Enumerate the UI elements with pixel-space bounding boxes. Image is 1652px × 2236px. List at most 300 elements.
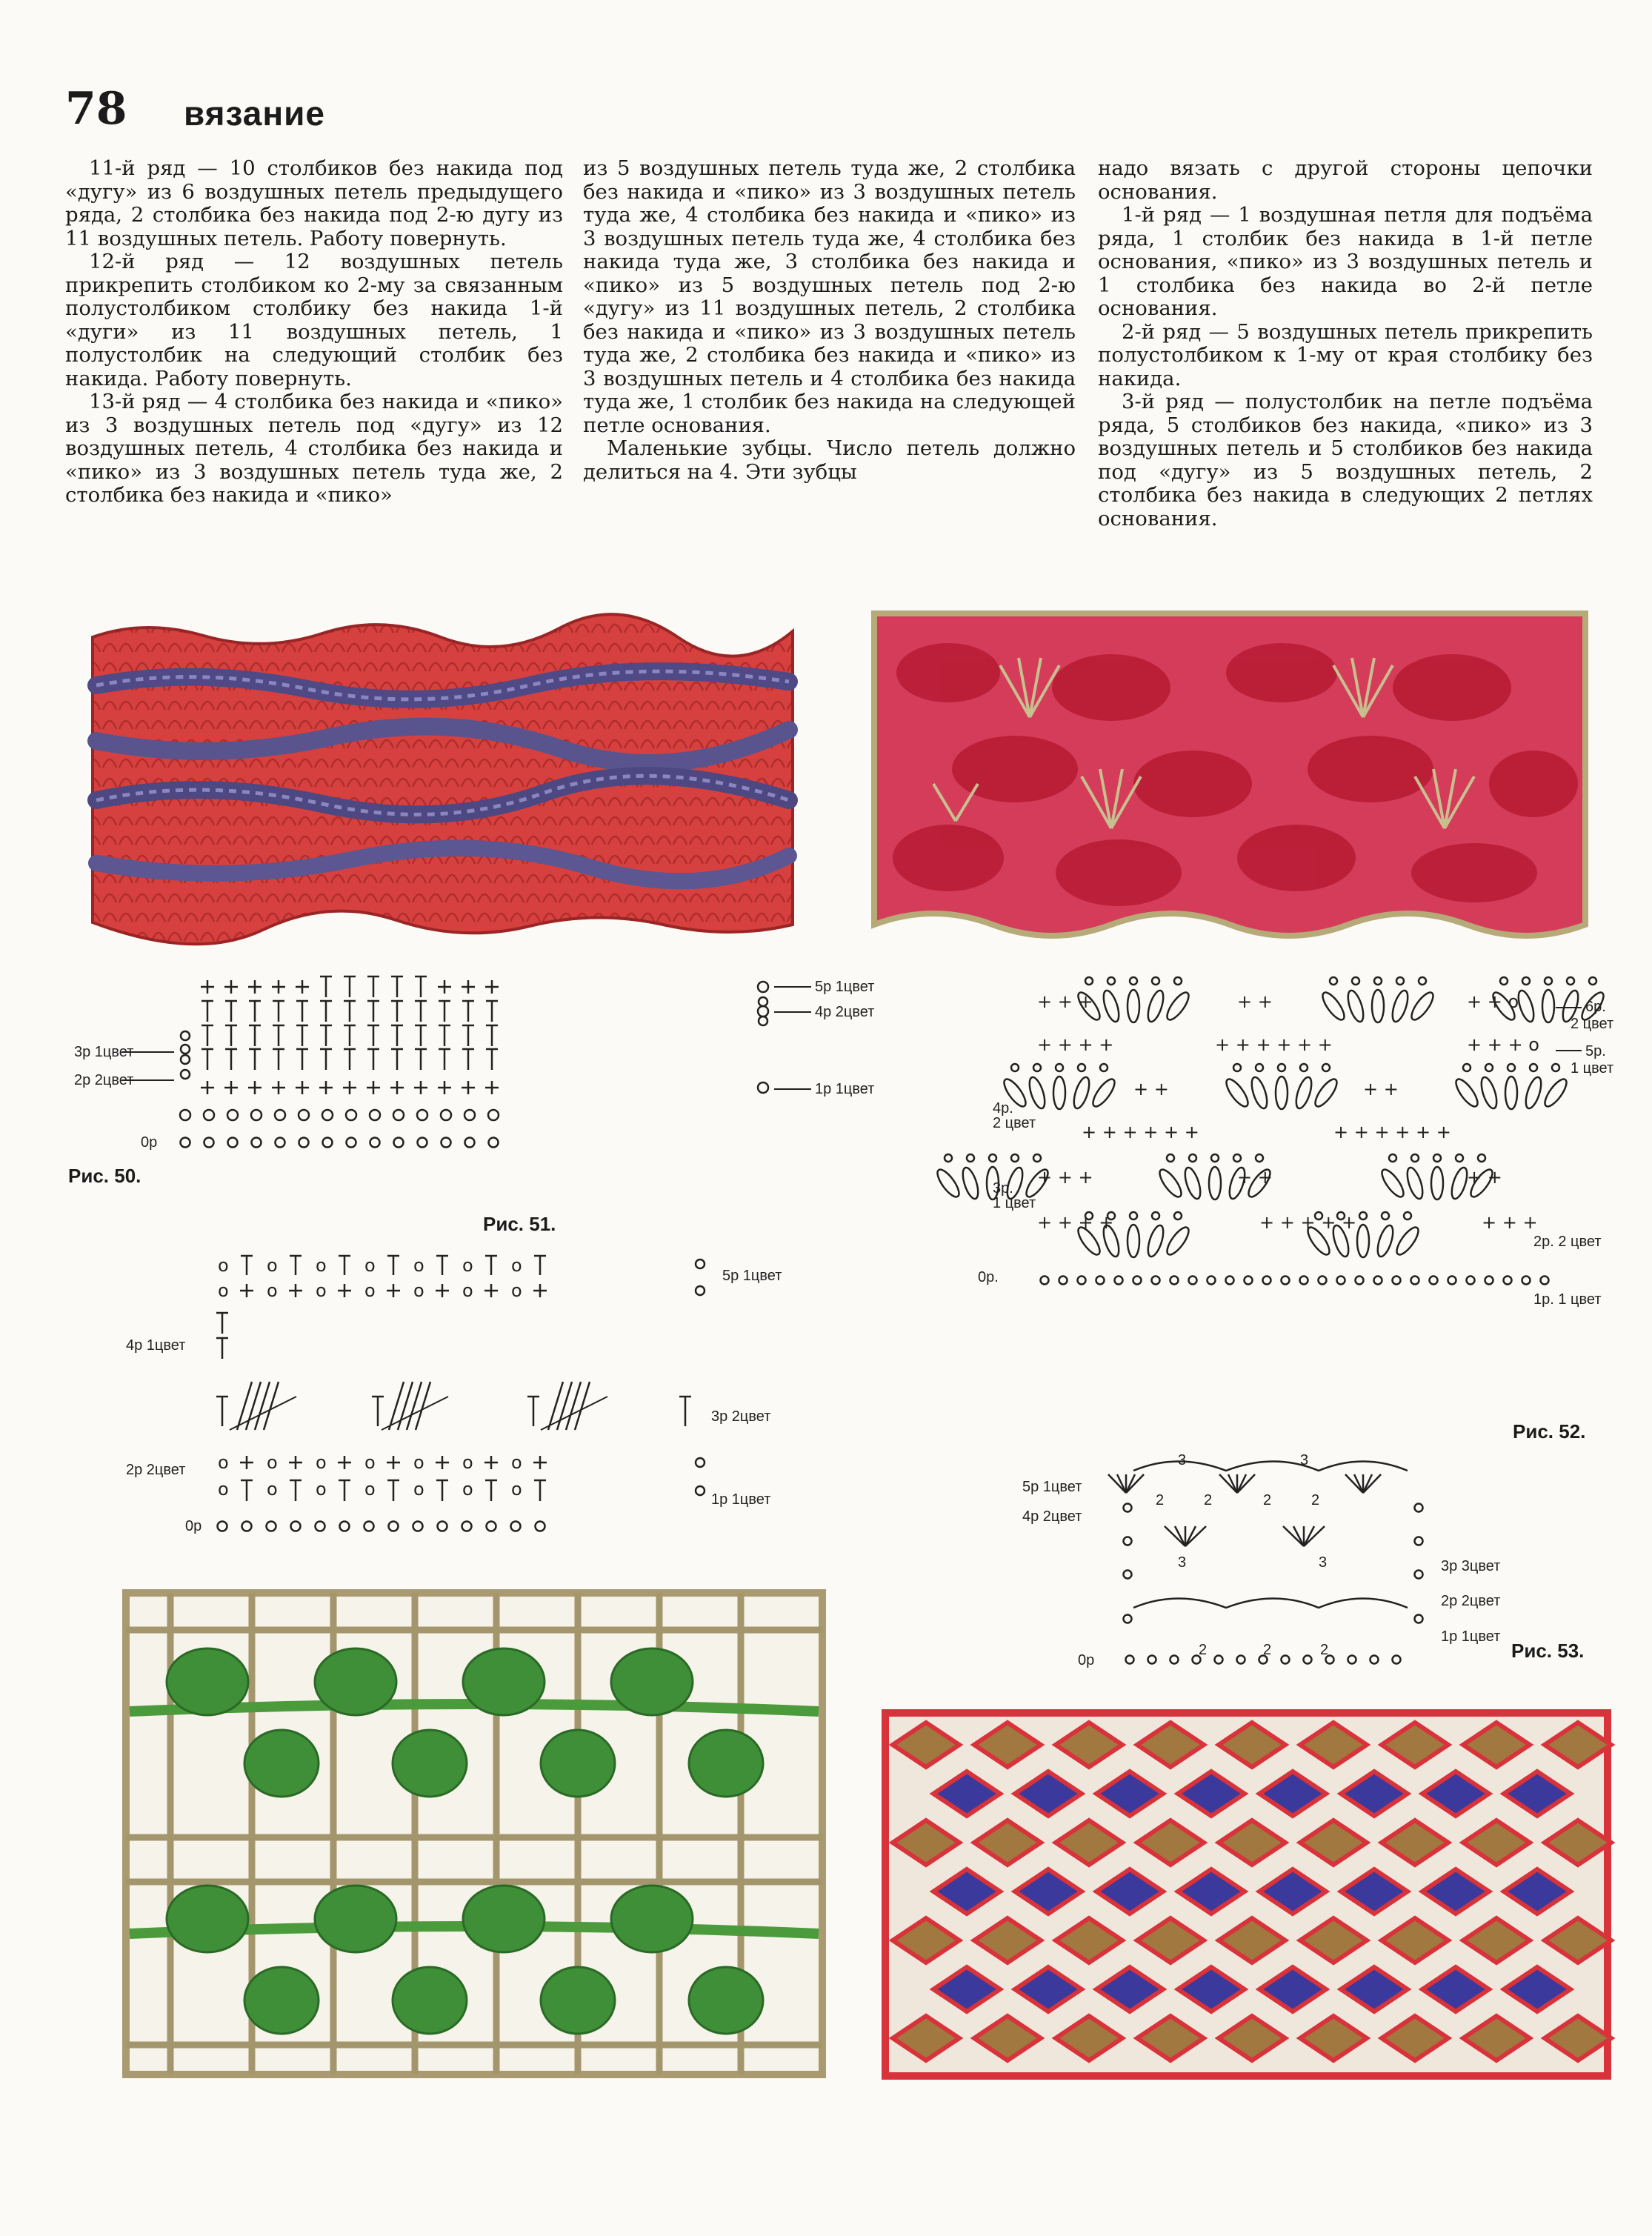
chain-stitch-symbol: [464, 1110, 475, 1120]
chain-stitch-symbol: [1100, 1064, 1108, 1071]
paragraph: 11-й ряд — 10 столбиков без накида под «дугу» из 6 воздушных петель предыдущего ряда, 2 столбика без накида под 2-ю дугу из 11 воздушных петель. Работу повернуть.: [65, 156, 563, 250]
swatch-red-shell: [867, 606, 1593, 947]
single-crochet-symbol: [436, 1456, 449, 1469]
chain-stitch-symbol: [1463, 1064, 1471, 1071]
double-crochet-symbol: [462, 1049, 474, 1070]
chart-row-label: 4р.: [993, 1100, 1013, 1117]
double-crochet-symbol: [225, 1025, 237, 1046]
chain-stitch-symbol: [1133, 1277, 1142, 1285]
shell-stitch-symbol: [1453, 1076, 1482, 1109]
double-crochet-symbol: [486, 1025, 498, 1046]
single-crochet-symbol: [462, 1081, 475, 1094]
single-crochet-symbol: [289, 1456, 302, 1469]
single-crochet-symbol: [338, 1456, 351, 1469]
chain-stitch-symbol: [340, 1522, 350, 1531]
single-crochet-symbol: [390, 1081, 404, 1094]
chain-stitch-symbol: [487, 1522, 496, 1531]
chart-row-label: 0р: [185, 1518, 202, 1534]
chain-stitch-symbol: [759, 997, 767, 1006]
double-crochet-symbol: [391, 976, 403, 997]
chart-row-label: 0р: [141, 1134, 158, 1151]
chain-stitch-symbol: [1522, 977, 1530, 985]
chain-stitch-symbol: o: [267, 1479, 278, 1500]
single-crochet-symbol: [438, 980, 451, 994]
chain-stitch-symbol: [267, 1522, 276, 1531]
shell-stitch-symbol: [960, 1166, 982, 1201]
chart-row-label: 2р. 2 цвет: [1533, 1234, 1602, 1250]
page-number: 78: [65, 83, 127, 135]
double-crochet-symbol: [241, 1256, 253, 1275]
chain-stitch-symbol: o: [511, 1280, 522, 1301]
text-column-1: [65, 157, 563, 508]
chain-stitch-symbol: [1448, 1277, 1456, 1285]
double-crochet-symbol: [486, 1049, 498, 1070]
chart-row-label: 5р 1цвет: [1022, 1479, 1082, 1495]
shell-stitch-symbol: [1390, 989, 1411, 1024]
chain-stitch-symbol: [1326, 1656, 1334, 1664]
chain-stitch-symbol: [413, 1522, 423, 1531]
double-crochet-symbol: [415, 976, 427, 997]
paragraph: Маленькие зубцы. Число петель должно делиться на 4. Эти зубцы: [583, 436, 1076, 484]
chain-stitch-symbol: [1589, 977, 1596, 985]
chain-stitch-symbol: [945, 1154, 952, 1162]
chain-stitch-symbol: [1359, 1212, 1367, 1220]
fan-stitch-symbol: [1126, 1474, 1135, 1493]
shell-stitch-symbol: [1375, 1224, 1396, 1259]
chain-stitch-symbol: o: [413, 1280, 424, 1301]
double-crochet-symbol: [439, 1001, 450, 1022]
chain-stitch-symbol: [1415, 1615, 1423, 1623]
double-crochet-symbol: [344, 1049, 356, 1070]
chain-stitch-symbol: o: [316, 1255, 327, 1276]
chart-row-label: 3р 1цвет: [74, 1044, 134, 1060]
chain-stitch-symbol: [1211, 1154, 1219, 1162]
text-column-2: [583, 157, 1076, 484]
chain-stitch-symbol: [441, 1110, 451, 1120]
fan-stitch-symbol: [407, 1382, 422, 1430]
double-crochet-symbol: [320, 1001, 332, 1022]
chain-stitch-symbol: o: [267, 1255, 278, 1276]
chain-stitch-symbol: [1396, 977, 1404, 985]
chain-stitch-symbol: [252, 1138, 262, 1148]
chain-stitch-symbol: [1126, 1656, 1134, 1664]
double-crochet-symbol: [320, 1025, 332, 1046]
shell-stitch-symbol: [1145, 989, 1167, 1024]
single-crochet-symbol: + + o: [1467, 991, 1519, 1012]
single-crochet-symbol: [436, 1284, 449, 1297]
double-crochet-symbol: [415, 1001, 427, 1022]
chart-row-label: 0р: [1078, 1652, 1095, 1668]
chain-stitch-symbol: [1148, 1656, 1156, 1664]
chain-stitch-symbol: [1278, 1064, 1285, 1071]
chain-stitch-symbol: [1508, 1064, 1515, 1071]
shell-stitch-symbol: [1209, 1167, 1221, 1199]
chain-stitch-symbol: [204, 1110, 214, 1120]
chain-stitch-symbol: [346, 1110, 356, 1120]
shell-stitch-symbol: [1145, 1224, 1167, 1259]
double-crochet-symbol: [367, 1001, 379, 1022]
double-crochet-symbol: [249, 1049, 261, 1070]
double-crochet-symbol: [372, 1397, 384, 1426]
double-crochet-symbol: [225, 1049, 237, 1070]
fan-stitch-symbol: [1283, 1526, 1304, 1546]
chain-stitch-symbol: [323, 1138, 333, 1148]
fig50-chart: [70, 971, 893, 1215]
chain-stitch-symbol: [758, 1006, 768, 1016]
chain-stitch-symbol: [1041, 1277, 1049, 1285]
single-crochet-symbol: [484, 1456, 498, 1469]
chain-stitch-symbol: [1319, 1277, 1327, 1285]
double-crochet-symbol: [273, 1001, 284, 1022]
chain-stitch-symbol: [696, 1486, 705, 1495]
paragraph: 1-й ряд — 1 воздушная петля для подъёма ряда, 1 столбик без накида в 1-й петле основания, «пико» из 3 воздушных петель и 1 столбика без накида во 2-й петле основания.: [1098, 203, 1593, 320]
double-crochet-symbol: [391, 1001, 403, 1022]
chain-stitch-symbol: o: [218, 1452, 229, 1473]
chain-stitch-symbol: o: [218, 1280, 229, 1301]
fan-stitch-symbol: [1293, 1526, 1304, 1546]
swatch-diamond-mesh: [878, 1704, 1619, 2093]
chain-stitch-symbol: [1033, 1154, 1041, 1162]
double-crochet-symbol: [534, 1480, 546, 1501]
single-crochet-symbol: [485, 980, 499, 994]
chain-stitch-symbol: [1226, 1277, 1234, 1285]
chart-stitch-count: 3: [1178, 1554, 1187, 1571]
chain-stitch-symbol: [462, 1522, 472, 1531]
chain-stitch-symbol: [251, 1110, 262, 1120]
double-crochet-symbol: [201, 1025, 213, 1046]
double-crochet-symbol: [249, 1025, 261, 1046]
chain-stitch-symbol: [1374, 1277, 1382, 1285]
double-crochet-symbol: [290, 1256, 302, 1275]
fig53-caption: Рис. 53.: [1511, 1640, 1585, 1662]
single-crochet-symbol: [224, 1081, 238, 1094]
chain-stitch-symbol: [1256, 1064, 1263, 1071]
chain-stitch-symbol: [1404, 1212, 1411, 1220]
double-crochet-symbol: [439, 1025, 450, 1046]
chain-stitch-symbol: [1352, 977, 1359, 985]
double-crochet-symbol: [339, 1480, 350, 1501]
single-crochet-symbol: [533, 1456, 547, 1469]
chain-stitch-symbol: [1078, 1064, 1085, 1071]
chain-stitch-symbol: o: [364, 1479, 376, 1500]
chain-stitch-symbol: o: [267, 1452, 278, 1473]
double-crochet-symbol: [462, 1025, 474, 1046]
chain-stitch-symbol: [1393, 1656, 1401, 1664]
shell-stitch-symbol: [1164, 1224, 1193, 1257]
chart-row-label: 2 цвет: [1571, 1016, 1614, 1032]
shell-stitch-symbol: [1182, 1166, 1204, 1201]
double-crochet-symbol: [216, 1338, 228, 1359]
chart-stitch-count: 2: [1199, 1642, 1208, 1658]
chain-stitch-symbol: o: [218, 1479, 229, 1500]
chain-stitch-symbol: [1430, 1277, 1438, 1285]
double-crochet-symbol: [387, 1480, 399, 1501]
chain-stitch-symbol: [180, 1110, 190, 1120]
chain-stitch-symbol: [1370, 1656, 1379, 1664]
chain-stitch-symbol: [1233, 1064, 1241, 1071]
chain-stitch-symbol: [1541, 1277, 1549, 1285]
shell-stitch-symbol: [1128, 1225, 1139, 1257]
chain-stitch-symbol: [299, 1138, 309, 1148]
chain-stitch-symbol: [536, 1522, 545, 1531]
chain-stitch-symbol: [1322, 1064, 1330, 1071]
chain-stitch-symbol: [181, 1138, 190, 1148]
arc-symbol: [1133, 1599, 1408, 1608]
single-crochet-symbol: [240, 1284, 253, 1297]
single-crochet-symbol: + + + + +: [1259, 1212, 1357, 1233]
swatch-red-wave: [85, 615, 800, 941]
chain-stitch-symbol: [1419, 977, 1426, 985]
chain-stitch-symbol: [228, 1138, 238, 1148]
chain-stitch-symbol: [1011, 1064, 1019, 1071]
chain-stitch-symbol: [1415, 1537, 1423, 1545]
double-crochet-symbol: [391, 1025, 403, 1046]
shell-stitch-symbol: [1164, 989, 1193, 1022]
chain-stitch-symbol: [1330, 977, 1337, 985]
chain-stitch-symbol: o: [267, 1280, 278, 1301]
double-crochet-symbol: [485, 1480, 497, 1501]
shell-stitch-symbol: [1090, 1076, 1119, 1109]
single-crochet-symbol: + +: [1237, 1167, 1273, 1188]
shell-stitch-symbol: [1357, 1225, 1369, 1257]
double-crochet-symbol: [367, 1025, 379, 1046]
chart-row-label: 2 цвет: [993, 1115, 1036, 1131]
chain-stitch-symbol: [227, 1110, 238, 1120]
chain-stitch-symbol: [1124, 1571, 1132, 1579]
chain-stitch-symbol: o: [462, 1452, 473, 1473]
chain-stitch-symbol: [1189, 1277, 1197, 1285]
chain-stitch-symbol: o: [364, 1255, 376, 1276]
double-crochet-symbol: [415, 1025, 427, 1046]
fig50-caption: Рис. 50.: [68, 1165, 141, 1187]
chain-stitch-symbol: [1304, 1656, 1312, 1664]
double-crochet-symbol: [273, 1025, 284, 1046]
chain-stitch-symbol: [1170, 1277, 1179, 1285]
paragraph: из 5 воздушных петель туда же, 2 столбика без накида и «пико» из 3 воздушных петель туда же, 4 столбика без накида и «пико» из 3 воздушных петель туда же, 4 столбика без накида туда же, 3 столбика без накида и «пико» из 5 воздушных петель под 2-ю «дугу» из 11 воздушных петель, 2 столбика без накида и «пико» из 3 воздушных петель туда же, 2 столбика без накида и «пико» из 3 воздушных петель и 4 столбика без накида туда же, 1 столбик без накида на следующей петле основания.: [583, 156, 1076, 437]
chain-stitch-symbol: [181, 1045, 190, 1054]
chart-row-label: 3р 2цвет: [711, 1408, 771, 1425]
chain-stitch-symbol: [389, 1522, 399, 1531]
single-crochet-symbol: [338, 1284, 351, 1297]
chain-stitch-symbol: [1567, 977, 1574, 985]
chain-stitch-symbol: [489, 1138, 499, 1148]
chain-stitch-symbol: [1174, 977, 1182, 985]
single-crochet-symbol: + +: [1363, 1079, 1399, 1099]
chain-stitch-symbol: [1124, 1504, 1132, 1512]
chart-row-label: 4р 1цвет: [126, 1337, 186, 1354]
chart-row-label: 1р 1цвет: [815, 1081, 875, 1097]
fan-stitch-symbol: [1219, 1474, 1237, 1493]
chart-stitch-count: 2: [1156, 1492, 1165, 1508]
single-crochet-symbol: + + +: [1037, 991, 1093, 1012]
text-column-3: [1098, 157, 1593, 530]
chain-stitch-symbol: [1356, 1277, 1364, 1285]
chart-stitch-count: 3: [1300, 1452, 1309, 1468]
shell-stitch-symbol: [1293, 1076, 1315, 1111]
chain-stitch-symbol: [1152, 1212, 1159, 1220]
shell-stitch-symbol: [1408, 989, 1437, 1022]
double-crochet-symbol: [216, 1313, 228, 1334]
chart-row-label: 3р.: [993, 1180, 1013, 1197]
single-crochet-symbol: [201, 1081, 214, 1094]
chain-stitch-symbol: [181, 1055, 190, 1064]
chart-row-label: 3р 3цвет: [1441, 1558, 1501, 1574]
chain-stitch-symbol: [1504, 1277, 1512, 1285]
chart-stitch-count: 3: [1178, 1452, 1187, 1468]
chain-stitch-symbol: [316, 1522, 325, 1531]
double-crochet-symbol: [436, 1480, 448, 1501]
double-crochet-symbol: [273, 1049, 284, 1070]
chain-stitch-symbol: [204, 1138, 214, 1148]
chain-stitch-symbol: [275, 1110, 285, 1120]
double-crochet-symbol: [201, 1001, 213, 1022]
chart-row-label: 1р 1цвет: [1441, 1628, 1501, 1645]
chain-stitch-symbol: [696, 1260, 705, 1268]
chain-stitch-symbol: [1078, 1277, 1086, 1285]
chain-stitch-symbol: [758, 1082, 768, 1093]
chain-stitch-symbol: [1208, 1277, 1216, 1285]
shell-stitch-symbol: [1523, 1076, 1545, 1111]
single-crochet-symbol: [272, 1081, 285, 1094]
chain-stitch-symbol: [322, 1110, 333, 1120]
chart-stitch-count: 2: [1311, 1492, 1320, 1508]
single-crochet-symbol: + + + +: [1037, 1034, 1114, 1055]
double-crochet-symbol: [485, 1256, 497, 1275]
chain-stitch-symbol: [364, 1522, 374, 1531]
chain-stitch-symbol: [242, 1522, 252, 1531]
chain-stitch-symbol: [418, 1138, 427, 1148]
single-crochet-symbol: + +: [1467, 1167, 1502, 1188]
chain-stitch-symbol: [1282, 1656, 1290, 1664]
double-crochet-symbol: [216, 1397, 228, 1426]
double-crochet-symbol: [462, 1001, 474, 1022]
chain-stitch-symbol: [1300, 1277, 1308, 1285]
fan-stitch-symbol: [1185, 1526, 1206, 1546]
chain-stitch-symbol: o: [316, 1280, 327, 1301]
shell-stitch-symbol: [1542, 990, 1554, 1022]
chain-stitch-symbol: [1152, 977, 1159, 985]
single-crochet-symbol: [367, 1081, 380, 1094]
fan-stitch-symbol: [1126, 1474, 1144, 1493]
double-crochet-symbol: [225, 1001, 237, 1022]
paragraph: 12-й ряд — 12 воздушных петель прикрепить столбиком ко 2-му за связанным полустолбиком столбику без накида 1-й «дуги» из 11 воздушных петель, 1 полустолбик на следующий столбик без накида. Работу повернуть.: [65, 250, 563, 390]
shell-stitch-symbol: [1405, 1166, 1426, 1201]
chain-stitch-symbol: [181, 1031, 190, 1040]
chain-stitch-symbol: [417, 1110, 427, 1120]
chart-stitch-count: 2: [1320, 1642, 1329, 1658]
chain-stitch-symbol: [1478, 1154, 1485, 1162]
chain-stitch-symbol: [1189, 1154, 1196, 1162]
chain-stitch-symbol: [1552, 1064, 1559, 1071]
single-crochet-symbol: [533, 1284, 547, 1297]
chain-stitch-symbol: [1348, 1656, 1356, 1664]
fan-stitch-symbol: [1108, 1474, 1126, 1493]
shell-stitch-symbol: [1128, 990, 1139, 1022]
chain-stitch-symbol: [967, 1154, 974, 1162]
chain-stitch-symbol: [1124, 1615, 1132, 1623]
double-crochet-symbol: [320, 976, 332, 997]
fan-stitch-symbol: [557, 1382, 572, 1430]
single-crochet-symbol: + + +: [1037, 1167, 1093, 1188]
chain-stitch-symbol: o: [462, 1255, 473, 1276]
chain-stitch-symbol: [1152, 1277, 1160, 1285]
double-crochet-symbol: [367, 976, 379, 997]
chain-stitch-symbol: o: [511, 1452, 522, 1473]
chain-stitch-symbol: [1467, 1277, 1475, 1285]
chart-stitch-count: 2: [1263, 1492, 1272, 1508]
shell-stitch-symbol: [1249, 1076, 1270, 1111]
fig51-chart: [111, 1252, 807, 1563]
double-crochet-symbol: [534, 1256, 546, 1275]
chain-stitch-symbol: [1130, 1212, 1137, 1220]
chain-stitch-symbol: [299, 1110, 309, 1120]
chain-stitch-symbol: [1415, 1571, 1423, 1579]
single-crochet-symbol: [343, 1081, 356, 1094]
chart-row-label: 2р 2цвет: [1441, 1593, 1501, 1609]
fan-stitch-symbol: [1165, 1526, 1185, 1546]
chain-stitch-symbol: [1411, 1277, 1419, 1285]
single-crochet-symbol: [224, 980, 238, 994]
double-crochet-symbol: [679, 1397, 691, 1426]
chain-stitch-symbol: [1124, 1537, 1132, 1545]
chain-stitch-symbol: [511, 1522, 521, 1531]
chain-stitch-symbol: o: [413, 1255, 424, 1276]
chain-stitch-symbol: [1415, 1504, 1423, 1512]
fan-stitch-symbol: [1237, 1474, 1255, 1493]
chain-stitch-symbol: [759, 1016, 767, 1025]
chart-row-label: 4р 2цвет: [815, 1004, 875, 1020]
single-crochet-symbol: [248, 1081, 262, 1094]
chain-stitch-symbol: [1530, 1064, 1537, 1071]
double-crochet-symbol: [296, 1001, 308, 1022]
single-crochet-symbol: [387, 1284, 400, 1297]
chain-stitch-symbol: [758, 982, 768, 992]
chain-stitch-symbol: [1382, 1212, 1389, 1220]
single-crochet-symbol: [484, 1284, 498, 1297]
chain-stitch-symbol: [1215, 1656, 1223, 1664]
chart-row-label: 1 цвет: [993, 1195, 1036, 1211]
fan-stitch-symbol: [1185, 1526, 1196, 1546]
shell-stitch-symbol: [1319, 989, 1348, 1022]
chain-stitch-symbol: [1282, 1277, 1290, 1285]
single-crochet-symbol: + + +: [1482, 1212, 1538, 1233]
double-crochet-symbol: [344, 1025, 356, 1046]
shell-stitch-symbol: [1372, 990, 1384, 1022]
chain-stitch-symbol: o: [511, 1479, 522, 1500]
chain-stitch-symbol: [1389, 1154, 1396, 1162]
double-crochet-symbol: [415, 1049, 427, 1070]
double-crochet-symbol: [436, 1256, 448, 1275]
chain-stitch-symbol: [1056, 1064, 1063, 1071]
chart-row-label: 1 цвет: [1571, 1060, 1614, 1077]
shell-stitch-symbol: [1345, 989, 1367, 1024]
fan-stitch-symbol: [246, 1382, 261, 1430]
double-crochet-symbol: [344, 976, 356, 997]
chain-stitch-symbol: [1011, 1154, 1019, 1162]
chart-row-label: 5р 1цвет: [722, 1268, 782, 1284]
single-crochet-symbol: [272, 980, 285, 994]
shell-stitch-symbol: [1223, 1076, 1252, 1109]
chain-stitch-symbol: [1456, 1154, 1463, 1162]
single-crochet-symbol: [289, 1284, 302, 1297]
swatch-green-leaf: [119, 1586, 830, 2082]
chart-row-label: 5р.: [1585, 1043, 1606, 1059]
fan-stitch-symbol: [1237, 1474, 1246, 1493]
fig52-caption: Рис. 52.: [1513, 1420, 1586, 1443]
chain-stitch-symbol: o: [413, 1479, 424, 1500]
chain-stitch-symbol: [393, 1110, 404, 1120]
fig51-caption: Рис. 51.: [483, 1213, 556, 1235]
